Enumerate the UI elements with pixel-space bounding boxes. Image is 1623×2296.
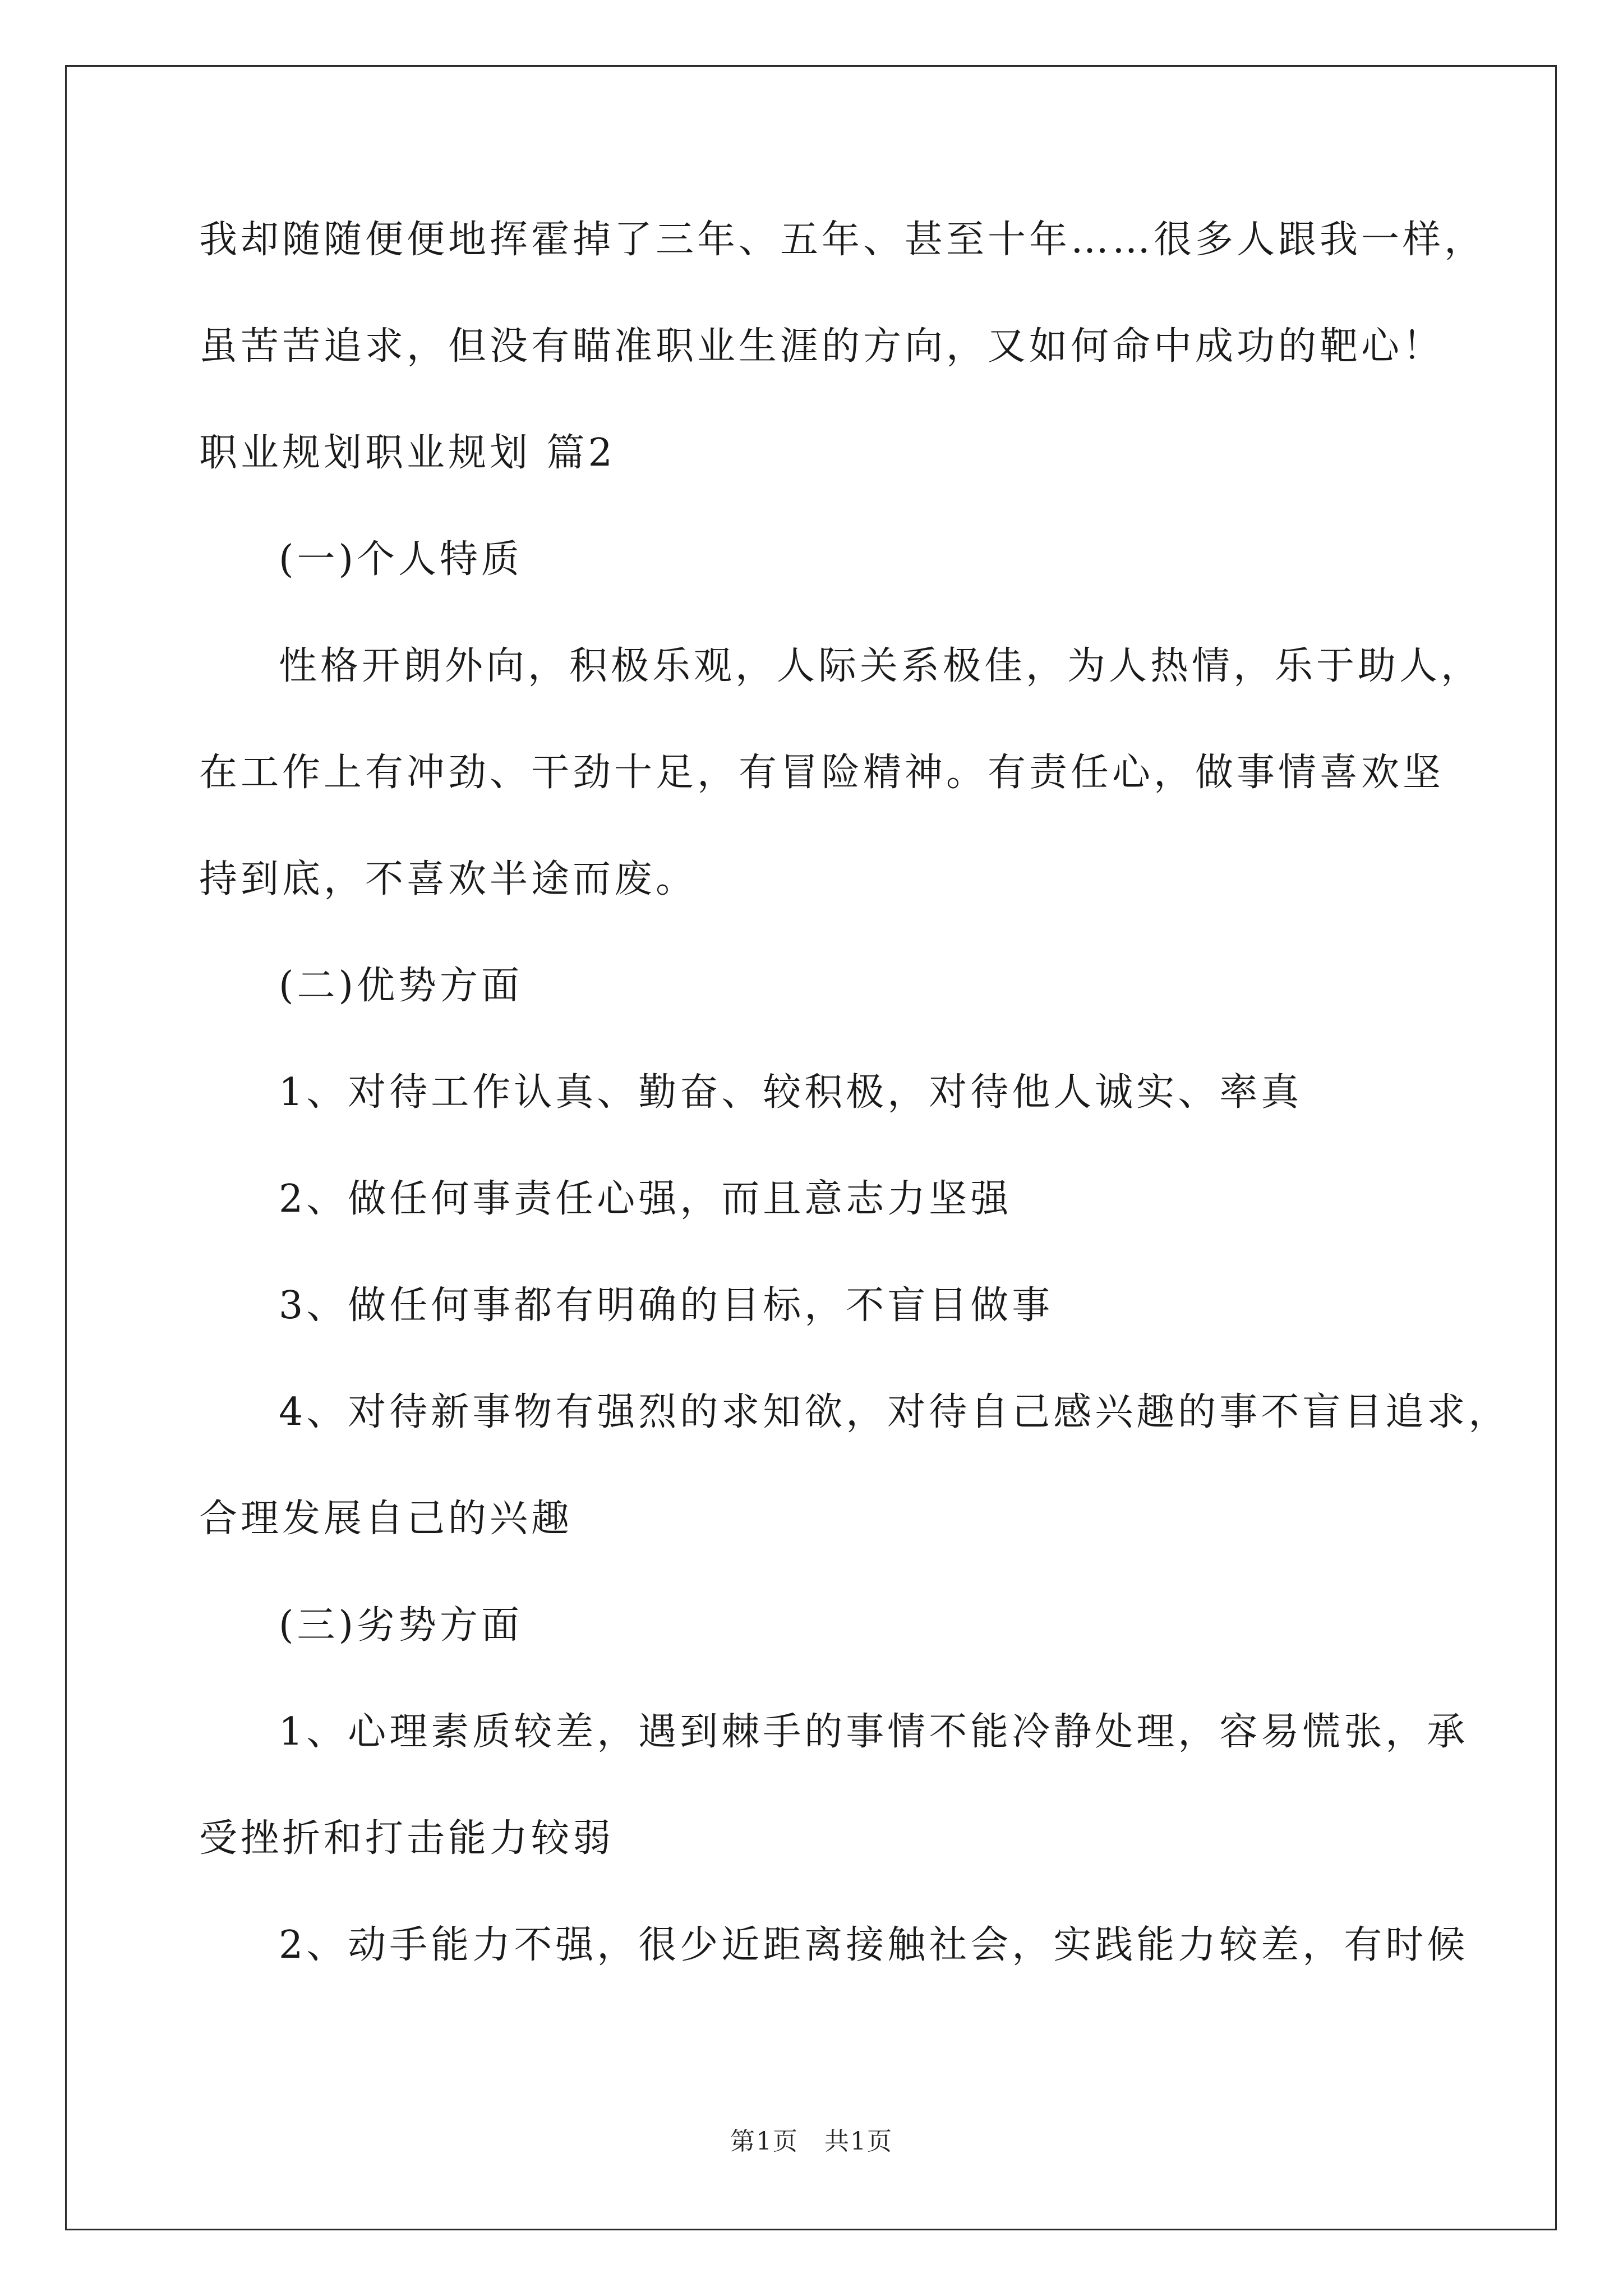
paragraph-line: 持到底，不喜欢半途而废。: [199, 857, 698, 901]
document-body: [199, 213, 1510, 1972]
subsection-heading: (一)个人特质: [279, 537, 523, 582]
subsection-heading: (二)优势方面: [279, 964, 523, 1008]
list-item: 4、对待新事物有强烈的求知欲，对待自己感兴趣的事不盲目追求，: [279, 1390, 1510, 1434]
paragraph-line: 我却随随便便地挥霍掉了三年、五年、甚至十年……很多人跟我一样，: [199, 218, 1486, 262]
subsection-heading: (三)劣势方面: [279, 1603, 523, 1648]
list-item-continuation: 受挫折和打击能力较弱: [199, 1816, 615, 1861]
paragraph-line: 虽苦苦追求，但没有瞄准职业生涯的方向，又如何命中成功的靶心！: [199, 324, 1445, 369]
list-item: 1、心理素质较差，遇到棘手的事情不能冷静处理，容易慌张，承: [279, 1710, 1469, 1754]
list-item: 2、做任何事责任心强，而且意志力坚强: [279, 1177, 1012, 1221]
paragraph-line: 性格开朗外向，积极乐观，人际关系极佳，为人热情，乐于助人，: [279, 644, 1483, 688]
list-item-continuation: 合理发展自己的兴趣: [199, 1497, 573, 1541]
list-item: 1、对待工作认真、勤奋、较积极，对待他人诚实、率真: [279, 1070, 1303, 1115]
section-heading: 职业规划职业规划 篇2: [199, 431, 616, 475]
paragraph-line: 在工作上有冲劲、干劲十足，有冒险精神。有责任心，做事情喜欢坚: [199, 751, 1445, 795]
page-number-footer: 第1页 共1页: [730, 2127, 893, 2156]
list-item: 2、动手能力不强，很少近距离接触社会，实践能力较差，有时候: [279, 1923, 1469, 1967]
list-item: 3、做任何事都有明确的目标，不盲目做事: [279, 1283, 1054, 1328]
